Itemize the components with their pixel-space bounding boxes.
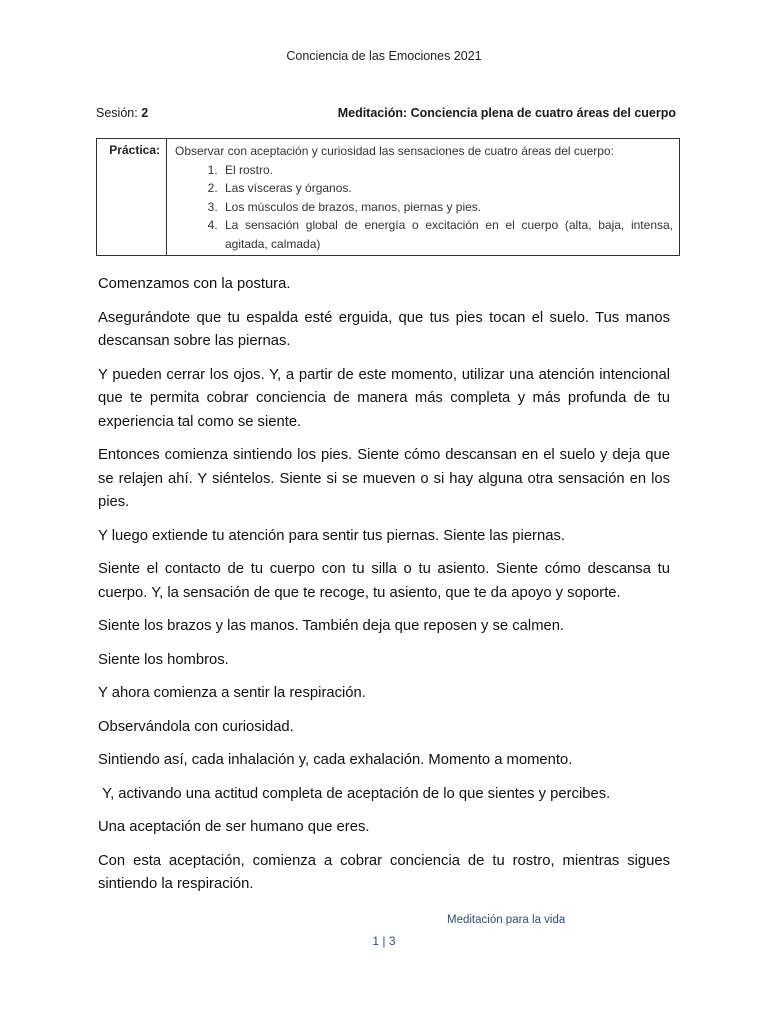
paragraph: Una aceptación de ser humano que eres.: [98, 819, 370, 835]
paragraph: Siente el contacto de tu cuerpo con tu silla o tu asiento. Siente cómo descansa tu cuerpo. Y, la sensación de que te recoge, tu asiento, que te da apoyo y soporte.: [98, 561, 670, 601]
paragraph: Siente los hombros.: [98, 651, 229, 668]
session-row: [96, 106, 676, 120]
session-label: Sesión:: [96, 106, 138, 120]
practice-list: [175, 161, 673, 254]
session-info: [96, 106, 148, 120]
meditation-title: Meditación: Conciencia plena de cuatro áreas del cuerpo: [337, 106, 676, 120]
meditation-text: [98, 273, 670, 907]
paragraph: Y ahora comienza a sentir la respiración.: [98, 685, 366, 701]
document-header-title: Conciencia de las Emociones 2021: [286, 49, 482, 63]
paragraph: Entonces comienza sintiendo los pies. Siente cómo descansan en el suelo y deja que se relajen ahí. Y siéntelos. Siente si se mueven o si hay alguna otra sensación en los pies.: [98, 447, 670, 510]
paragraph: Sintiendo así, cada inhalación y, cada exhalación. Momento a momento.: [98, 752, 573, 768]
page-number: 1 | 3: [372, 934, 396, 948]
practice-item: 2. Las vísceras y órganos.: [221, 179, 673, 198]
paragraph: Asegurándote que tu espalda esté erguida, que tus pies tocan el suelo. Tus manos descansan sobre las piernas.: [98, 309, 670, 349]
footer-tagline: Meditación para la vida: [447, 914, 566, 926]
practice-item: 3. Los músculos de brazos, manos, piernas y pies.: [221, 198, 673, 217]
practice-item: 1. El rostro.: [221, 161, 673, 180]
session-number: 2: [141, 106, 149, 120]
paragraph: Y, activando una actitud completa de aceptación de lo que sientes y percibes.: [98, 785, 611, 802]
paragraph: Observándola con curiosidad.: [98, 718, 294, 735]
paragraph: Y pueden cerrar los ojos. Y, a partir de este momento, utilizar una atención intencional que te permita cobrar conciencia de manera más completa y más profunda de tu experiencia tal como se siente.: [98, 366, 670, 430]
practice-table: [96, 138, 680, 256]
practice-intro: Observar con aceptación y curiosidad las sensaciones de cuatro áreas del cuerpo:: [175, 144, 614, 158]
paragraph: Siente los brazos y las manos. También deja que reposen y se calmen.: [98, 618, 565, 634]
practice-body: [167, 139, 679, 255]
practice-item: 4. La sensación global de energía o excitación en el cuerpo (alta, baja, intensa, agitada, calmada): [221, 216, 673, 253]
paragraph: Y luego extiende tu atención para sentir tus piernas. Siente las piernas.: [98, 527, 565, 544]
paragraph: Con esta aceptación, comienza a cobrar conciencia de tu rostro, mientras sigues sintiendo la respiración.: [98, 852, 670, 892]
practice-label: Práctica:: [97, 139, 167, 255]
paragraph: Comenzamos con la postura.: [98, 276, 291, 292]
